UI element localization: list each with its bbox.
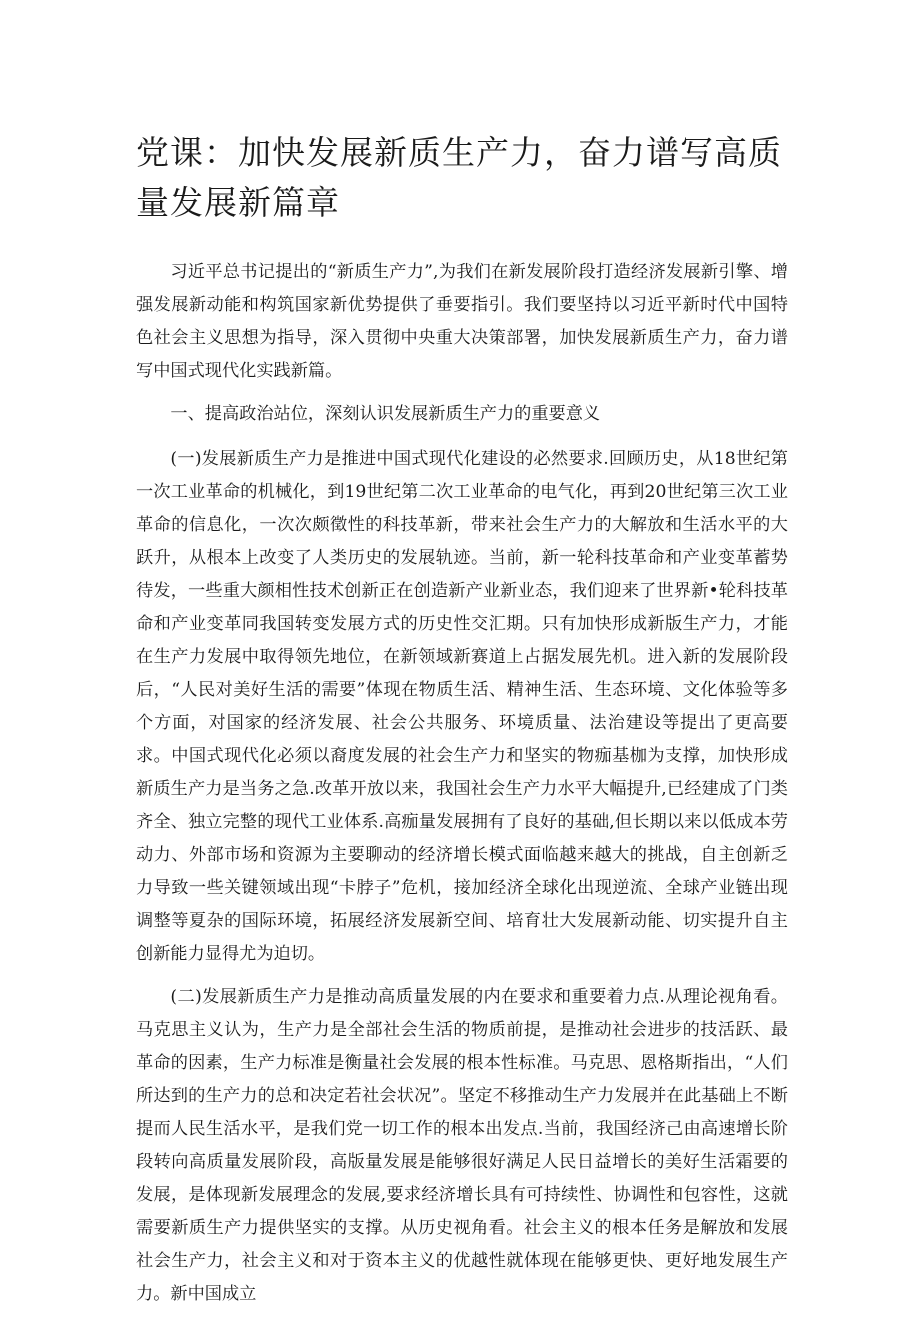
body-paragraph-1: (一)发展新质生产力是推进中国式现代化建设的必然要求.回顾历史，从18世纪第一次工业革命的机械化，到19世纪第二次工业革命的电气化，再到20世纪第三次工业革命的信息化，一次次颇徵性的科技革新，带来社会生产力的大解放和生活水平的大跃升，从根本上改变了人类历史的发展轨迹。当前，新一轮科技革命和产业变革蓄势待发，一些重大颜相性技术创新正在创造新产业新业态，我们迎来了世界新•轮科技革命和产业变革同我国转变发展方式的历史性交汇期。只有加快形成新版生产力，才能在生产力发展中取得领先地位，在新领域新赛道上占据发展先机。进入新的发展阶段后，“人民对美好生活的需要”体现在物质生活、精神生活、生态环境、文化体验等多个方面，对国家的经济发展、社会公共服务、环境质量、法治建设等提出了更高要求。中国式现代化必须以裔度发展的社会生产力和坚实的物痂基枷为支撑，加快形成新质生产力是当务之急.改革开放以来，我国社会生产力水平大幅提升,已经建成了门类齐全、独立完整的现代工业体系.高痂量发展拥有了良好的基础,但长期以来以低成本劳动力、外部市场和资源为主要聊动的经济增长模式面临越来越大的挑战，自主创新乏力导致一些关键领域出现“卡脖子”危机，接加经济全球化出现逆流、全球产业链出现调整等夏杂的国际环境，拓展经济发展新空间、培育壮大发展新动能、切实提升自主创新能力显得尤为迫切。: [136, 449, 788, 964]
body-paragraph-2: (二)发展新质生产力是推动高质量发展的内在要求和重要着力点.从理论视角看。马克思主义认为，生产力是全部社会生活的物质前提，是推动社会进步的技活跃、最革命的因素，生产力标准是衡量社会发展的根本性标准。马克思、恩格斯指出，“人们所达到的生产力的总和决定若社会状况”。坚定不移推动生产力发展并在此基础上不断提而人民生活水平，是我们党一切工作的根本出发点.当前，我国经济己由高速增长阶段转向高质量发展阶段，高版量发展是能够很好满足人民日益增长的美好生活霜要的发展，是体现新发展理念的发展,要求经济增长具有可持续性、协调性和包容性，这就需要新质生产力提供坚实的支撑。从历史视角看。社会主义的根本任务是解放和发展社会生产力，社会主义和对于资本主义的优越性就体现在能够更快、更好地发展生产力。新中国成立: [136, 987, 788, 1304]
document-page: [136, 128, 788, 1321]
document-title: 党课：加快发展新质生产力，奋力谱写高质量发展新篇章: [136, 133, 782, 222]
intro-paragraph: 习近平总书记提出的“新质生产力”,为我们在新发展阶段打造经济发展新引擎、增强发展新动能和构筑国家新优势提供了垂要指引。我们要坚持以习近平新时代中国特色社会主义思想为指导，深入贯彻中央重大决策部署，加快发展新质生产力，奋力谱写中国式现代化实践新篇。: [136, 262, 788, 381]
section-heading: 一、提高政治站位，深刻认识发展新质生产力的重要意义: [170, 404, 601, 424]
